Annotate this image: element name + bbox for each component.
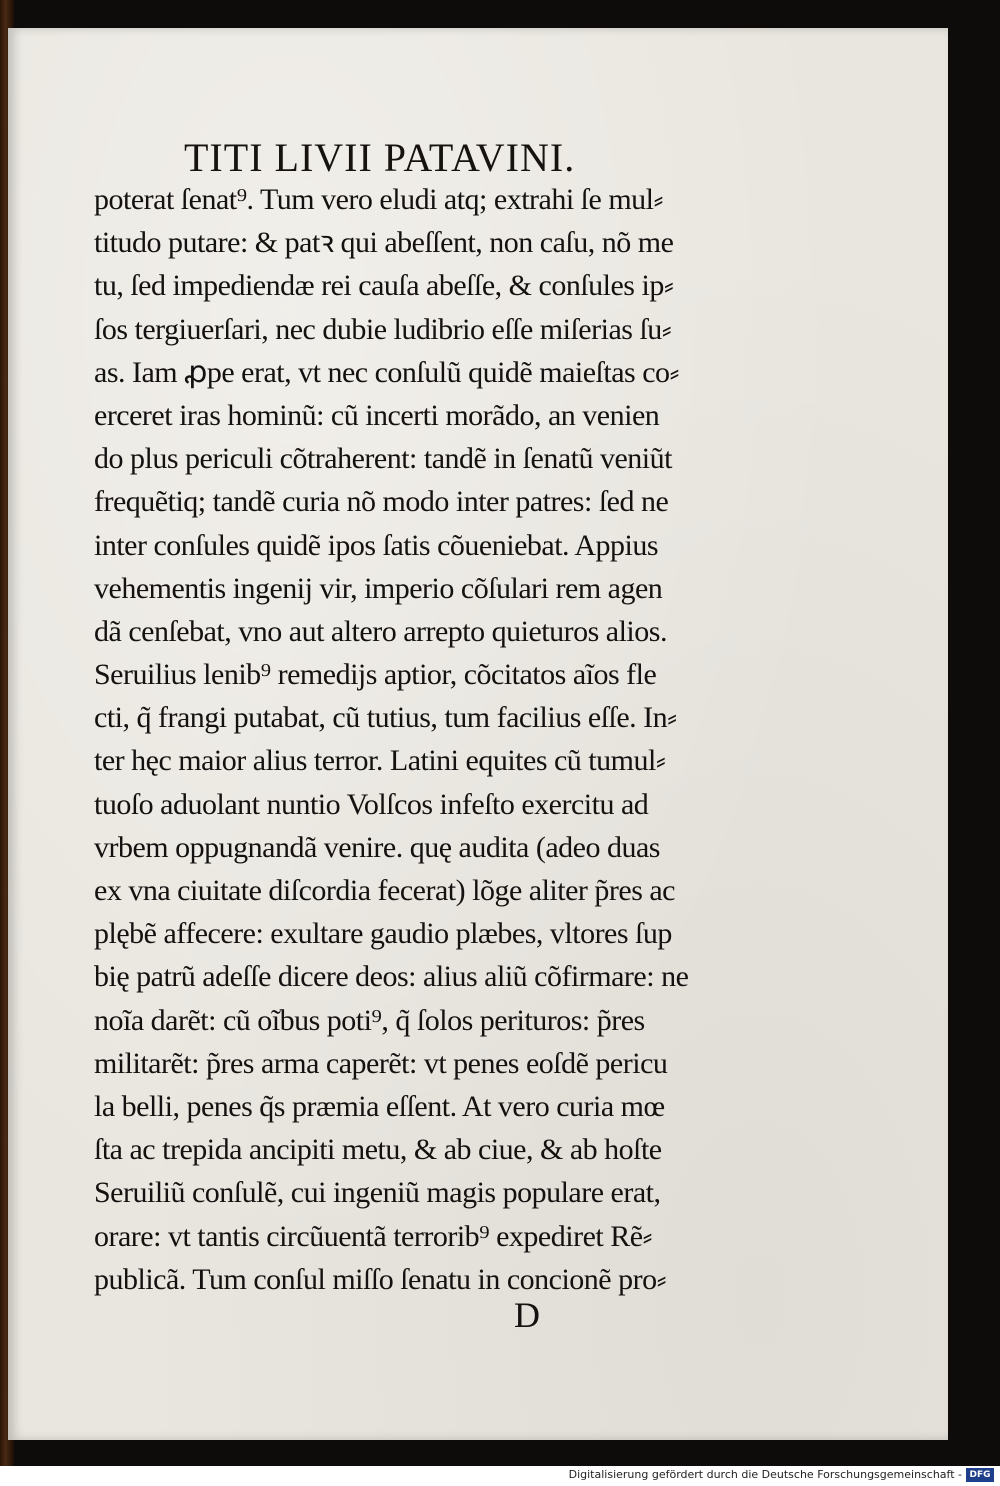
text-line: erceret iras hominũ: cũ incerti morãdo, an venien [94, 398, 660, 432]
text-line: do plus periculi cõtraherent: tandẽ in ſenatũ veniũt [94, 442, 672, 476]
text-line: tuoſo aduolant nuntio Volſcos infeſto exercitu ad [94, 787, 649, 821]
text-line: Seruilius lenib⁹ remedijs aptior, cõcitatos aĩos fle [94, 658, 657, 692]
text-line: ex vna ciuitate diſcordia fecerat) lõge aliter p̃res ac [94, 874, 675, 907]
text-line: frequẽtiq; tandẽ curia nõ modo inter patres: ſed ne [94, 485, 669, 519]
text-line: Seruiliũ conſulẽ, cui ingeniũ magis populare erat, [94, 1176, 661, 1210]
dfg-logo-icon: DFG [966, 1468, 994, 1482]
text-line: la belli, penes q̃s præmia eſſent. At vero curia mœ [94, 1089, 665, 1123]
digitization-credit: Digitalisierung gefördert durch die Deutsche Forschungsgemeinschaft - [568, 1468, 962, 1481]
text-line: orare: vt tantis circũuentã terrorib⁹ expediret Rẽ⸗ [94, 1219, 653, 1253]
text-line: noĩa darẽt: cũ oĩbus poti⁹, q̃ ſolos perituros: p̃res [94, 1003, 645, 1037]
text-line: poterat ſenat⁹. Tum vero eludi atq; extrahi ſe mul⸗ [94, 183, 663, 216]
text-line: plębẽ affecere: exultare gaudio plæbes, vltores ſup [94, 917, 672, 951]
text-line: ſta ac trepida ancipiti metu, & ab ciue, & ab hoſte [94, 1133, 662, 1167]
text-line: vrbem oppugnandã venire. quę audita (adeo duas [94, 830, 660, 864]
text-line: as. Iam ꝓpe erat, vt nec conſulũ quidẽ maieſtas co⸗ [94, 355, 680, 389]
text-line: inter conſules quidẽ ipos ſatis cõueniebat. Appius [94, 528, 659, 562]
text-line: titudo putare: & patꝛ qui abeſſent, non caſu, nõ me [94, 226, 674, 260]
text-line: militarẽt: p̃res arma caperẽt: vt penes eoſdẽ pericu [94, 1046, 668, 1080]
text-line: dã cenſebat, vno aut altero arrepto quieturos alios. [94, 614, 667, 648]
text-line: ter hęc maior alius terror. Latini equites cũ tumul⸗ [94, 744, 666, 778]
text-line: bię patrũ adeſſe dicere deos: alius aliũ cõfirmare: ne [94, 960, 689, 994]
book-page [8, 28, 948, 1440]
text-line: ſos tergiuerſari, nec dubie ludibrio eſſe miſerias ſu⸗ [94, 312, 672, 346]
text-line: tu, ſed impediendæ rei cauſa abeſſe, & conſules ip⸗ [94, 269, 674, 303]
text-line: cti, q̃ frangi putabat, cũ tutius, tum facilius eſſe. In⸗ [94, 701, 677, 735]
text-line: publicã. Tum conſul miſſo ſenatu in concionẽ pro⸗ [94, 1262, 667, 1296]
running-head: TITI LIVII PATAVINI. [184, 135, 576, 180]
text-line: vehementis ingenij vir, imperio cõſulari rem agen [94, 571, 663, 605]
body-text [94, 178, 724, 1301]
signature-mark: D [514, 1295, 540, 1335]
